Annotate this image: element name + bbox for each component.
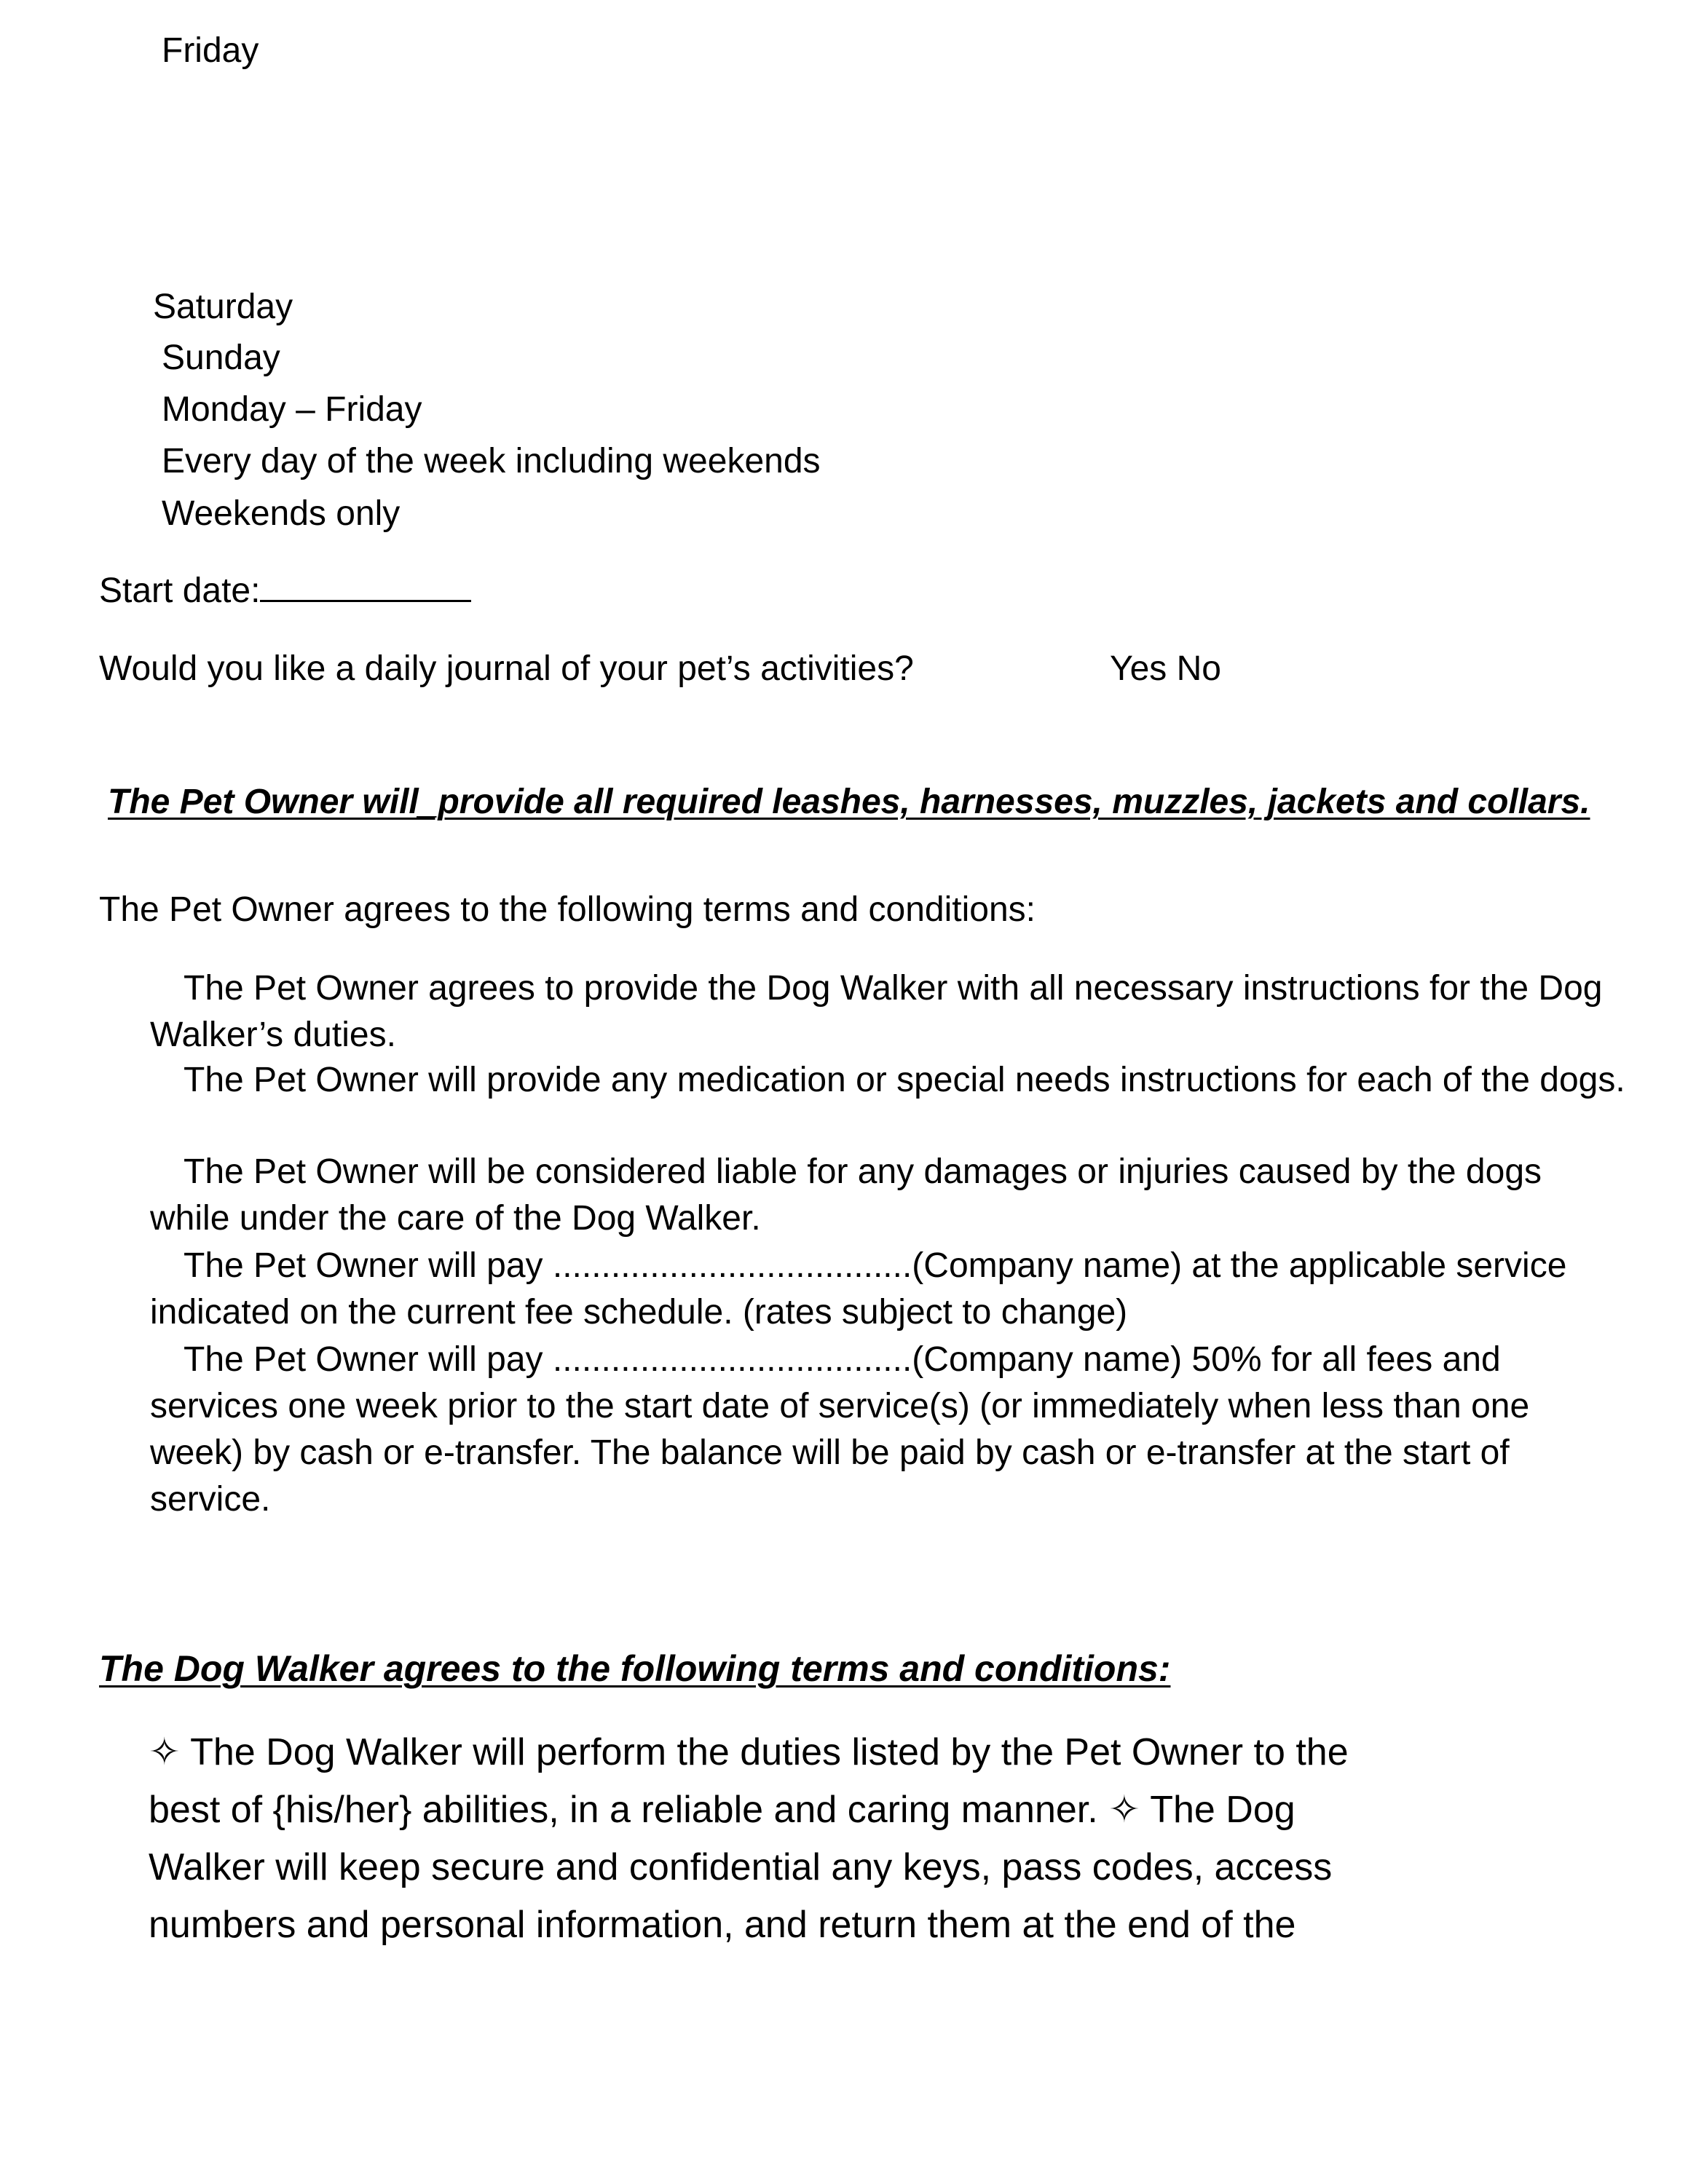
walker-terms-heading: The Dog Walker agrees to the following terms and conditions: <box>99 1648 1171 1689</box>
walker-term-1: The Dog Walker will perform the duties listed by the Pet Owner to the best of {his/her} abilities, in a reliable and caring manner. <box>149 1731 1349 1831</box>
walker-terms-text <box>149 1724 1401 1954</box>
schedule-sunday: Sunday <box>162 339 280 377</box>
owner-term-4: The Pet Owner will pay .....................................(Company name) at the applicable service indicated on the current fee schedule. (rates subject to change) <box>150 1246 1567 1332</box>
start-date-row <box>99 569 471 613</box>
journal-options: Yes No <box>1110 649 1221 688</box>
start-date-label: Start date: <box>99 571 261 610</box>
journal-question: Would you like a daily journal of your pet’s activities? <box>99 649 914 688</box>
owner-term-2: The Pet Owner will provide any medication or special needs instructions for each of the dogs. <box>184 1061 1625 1099</box>
walker-term-2: The Dog Walker will keep secure and confidential any keys, pass codes, access numbers and personal information, and return them at the end of the <box>149 1789 1333 1946</box>
owner-terms-intro: The Pet Owner agrees to the following terms and conditions: <box>99 890 1036 929</box>
star-bullet-icon: ✧ <box>149 1731 181 1773</box>
schedule-every-day: Every day of the week including weekends <box>162 442 821 480</box>
owner-term-5: The Pet Owner will pay .....................................(Company name) 50% for all fees and services one week prior to the start date of service(s) (or immediately when less than one week) by cash or e-transfer. The balance will be paid by cash or e-transfer at the start of service. <box>150 1340 1530 1519</box>
star-bullet-icon: ✧ <box>1108 1789 1140 1831</box>
start-date-blank[interactable] <box>260 571 471 602</box>
schedule-monday-friday: Monday – Friday <box>162 390 422 429</box>
schedule-saturday: Saturday <box>153 288 293 326</box>
owner-provides-heading: The Pet Owner will_provide all required leashes, harnesses, muzzles, jackets and collars. <box>108 783 1590 821</box>
owner-term-1: The Pet Owner agrees to provide the Dog Walker with all necessary instructions for the Dog Walker’s duties. <box>150 969 1603 1054</box>
owner-term-3: The Pet Owner will be considered liable for any damages or injuries caused by the dogs while under the care of the Dog Walker. <box>150 1152 1542 1238</box>
schedule-friday: Friday <box>162 31 259 70</box>
schedule-weekends-only: Weekends only <box>162 494 401 533</box>
